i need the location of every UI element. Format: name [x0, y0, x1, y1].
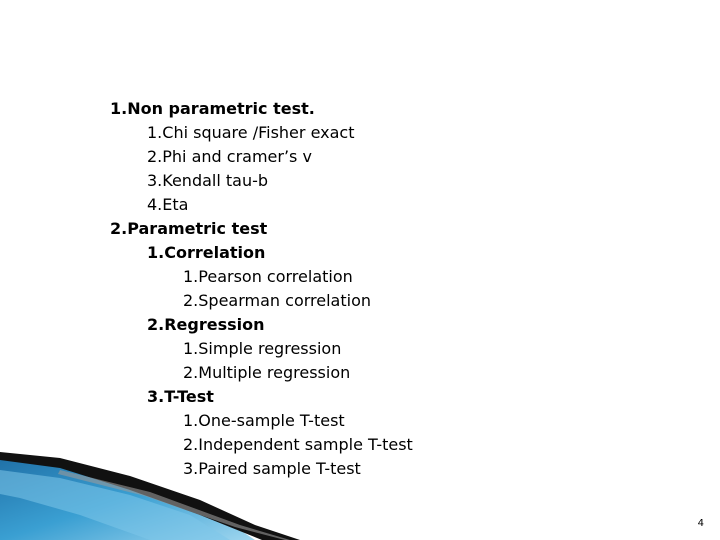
outline-item-simple-regression: 1.Simple regression	[183, 339, 342, 358]
outline-item-parametric: 2.Parametric test	[110, 219, 268, 238]
outline-item-pearson: 1.Pearson correlation	[183, 267, 353, 286]
page-number: 4	[697, 518, 704, 529]
outline-list	[110, 97, 413, 481]
outline-item-spearman: 2.Spearman correlation	[183, 291, 371, 310]
outline-item-eta: 4.Eta	[147, 195, 189, 214]
outline-item-paired-t: 3.Paired sample T-test	[183, 459, 361, 478]
outline-item-correlation: 1.Correlation	[147, 243, 266, 262]
outline-item-regression: 2.Regression	[147, 315, 265, 334]
outline-item-nonparametric: 1.Non parametric test.	[110, 99, 315, 118]
outline-item-one-sample-t: 1.One-sample T-test	[183, 411, 345, 430]
outline-item-phi-cramer: 2.Phi and cramer’s v	[147, 147, 312, 166]
outline-item-multiple-regression: 2.Multiple regression	[183, 363, 351, 382]
outline-item-independent-t: 2.Independent sample T-test	[183, 435, 413, 454]
outline-item-kendall: 3.Kendall tau-b	[147, 171, 269, 190]
outline-item-chi-square: 1.Chi square /Fisher exact	[147, 123, 355, 142]
outline-item-t-test: 3.T-Test	[147, 387, 214, 406]
